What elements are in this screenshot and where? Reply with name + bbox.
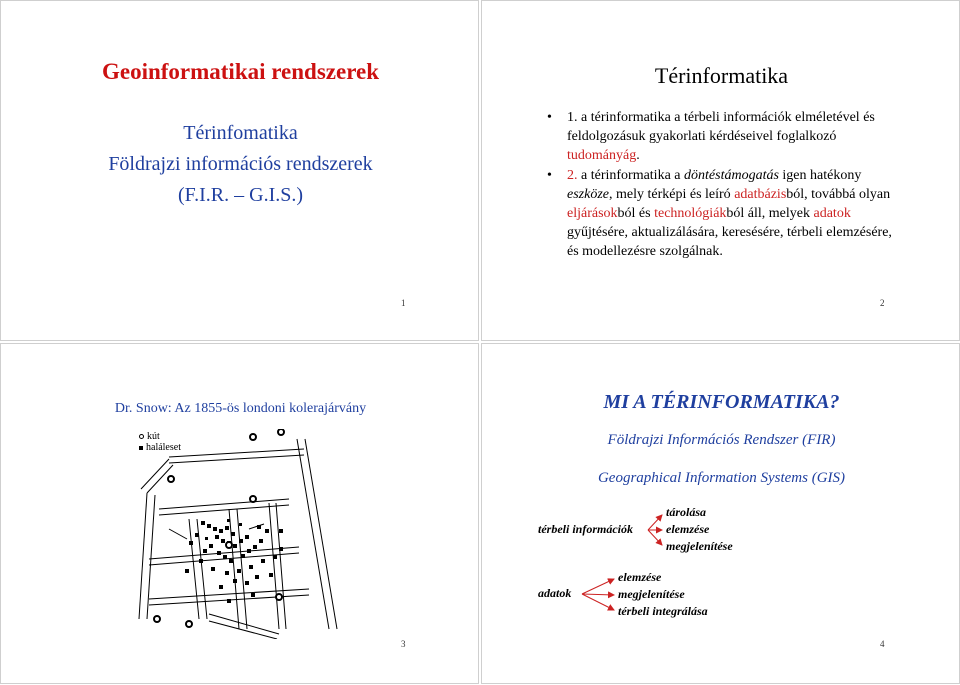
bullet-dot-icon: • xyxy=(547,110,552,125)
slide-1-line-3: (F.I.R. – G.I.S.) xyxy=(177,184,304,206)
group1-item-1: tárolása xyxy=(666,505,707,519)
arrow-icon xyxy=(582,594,614,610)
fir-line: Földrajzi Információs Rendszer (FIR) xyxy=(607,432,836,448)
arrow-icon xyxy=(582,579,614,594)
page-number: 2 xyxy=(880,298,885,308)
group1-item-3: megjelenítése xyxy=(666,539,733,553)
cholera-map xyxy=(129,429,349,639)
slide-2 xyxy=(481,0,960,341)
slide-1-line-2: Földrajzi információs rendszerek xyxy=(108,153,373,175)
slide-1-line-1: Térinfomatika xyxy=(183,122,298,144)
page-number: 4 xyxy=(880,639,885,649)
bullet-1: • 1. a térinformatika a térbeli információk elméletével és feldolgozásuk gyakorlati kérdéseivel foglalkozó tudományág. xyxy=(547,110,875,163)
slide-1 xyxy=(0,0,479,341)
arrow-diagram xyxy=(482,344,960,685)
gis-line: Geographical Information Systems (GIS) xyxy=(597,470,846,486)
slide-4 xyxy=(481,343,960,684)
group1-source: térbeli információk xyxy=(538,522,633,536)
group2-source: adatok xyxy=(538,586,572,600)
group2-item-1: elemzése xyxy=(618,570,662,584)
slide-4-heading: MI A TÉRINFORMATIKA? xyxy=(603,391,840,413)
arrow-icon xyxy=(648,515,662,530)
slide-2-title: Térinformatika xyxy=(654,63,789,88)
group1-item-2: elemzése xyxy=(666,522,710,536)
bullet-2: • 2. a térinformatika a döntéstámogatás igen hatékony eszköze, mely térképi és leíró adatbázisból, továbbá olyan eljárásokból és technológiákból áll, melyek adatok gyűjtésére, aktualizálására, keresésére, térbeli elemzésére, és modellezésre szolgálnak. xyxy=(547,168,892,259)
group2-item-3: térbeli integrálása xyxy=(618,604,708,618)
group2-item-2: megjelenítése xyxy=(618,587,685,601)
slide-3-title: Dr. Snow: Az 1855-ös londoni kolerajárvány xyxy=(114,401,367,416)
slide-1-title: Geoinformatikai rendszerek xyxy=(101,59,380,84)
legend-death-label: haláleset xyxy=(146,442,181,453)
arrow-icon xyxy=(648,530,662,545)
arrow-icon xyxy=(582,594,614,595)
slide-3 xyxy=(0,343,479,684)
death-icon xyxy=(139,446,143,450)
well-icon xyxy=(139,434,144,439)
page-number: 3 xyxy=(401,639,406,649)
bullet-dot-icon: • xyxy=(547,168,552,183)
page-number: 1 xyxy=(401,298,406,308)
map-legend xyxy=(139,431,181,453)
death-markers xyxy=(185,519,283,603)
legend-well-label: kút xyxy=(147,431,160,442)
